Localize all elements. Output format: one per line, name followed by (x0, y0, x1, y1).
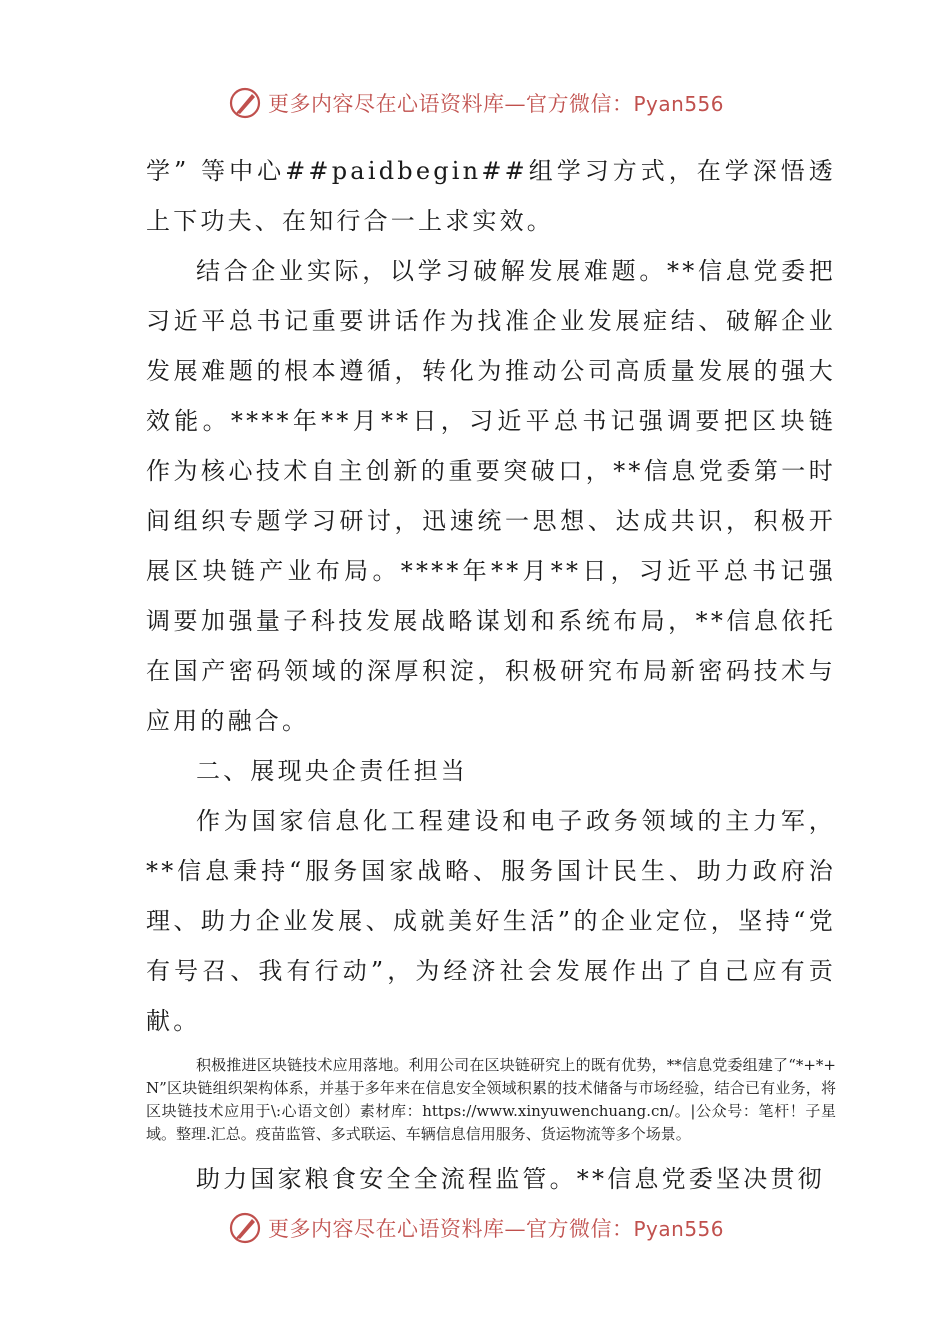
banner-text (268, 1213, 724, 1243)
paragraph-3: 作为国家信息化工程建设和电子政务领域的主力军，**信息秉持“服务国家战略、服务国计民生、助力政府治理、助力企业发展、成就美好生活”的企业定位，坚持“党有号召、我有行动”，为经济社会发展作出了自己应有贡献。 (146, 807, 836, 1035)
inserted-note: 积极推进区块链技术应用落地。利用公司在区块链研究上的既有优势，**信息党委组建了“*+*+N”区块链组织架构体系，并基于多年来在信息安全领域积累的技术储备与市场经验，结合已有业务，将区块链技术应用于\:心语文创）素材库：https://www.xinyuwenchuang.cn/。|公众号：笔杆！子星域。整理.汇总。疫苗监管、多式联运、车辆信息信用服务、货运物流等多个场景。 (146, 1056, 836, 1143)
header-banner (228, 83, 748, 123)
banner-label: 更多内容尽在心语资料库—官方微信： (268, 1217, 634, 1241)
footer-banner (228, 1208, 748, 1248)
document-body (146, 146, 836, 1204)
paragraph-1: 学” 等中心##paidbegin##组学习方式，在学深悟透上下功夫、在知行合一上求实效。 (146, 157, 836, 235)
banner-label: 更多内容尽在心语资料库—官方微信： (268, 92, 634, 116)
quill-pen-logo-icon (228, 1211, 262, 1245)
banner-text (268, 88, 724, 118)
paragraph-4: 助力国家粮食安全全流程监管。**信息党委坚决贯彻 (196, 1165, 825, 1193)
quill-pen-logo-icon (228, 86, 262, 120)
banner-wechat-id: Pyan556 (633, 1217, 725, 1241)
section-heading-2: 二、展现央企责任担当 (196, 757, 468, 785)
paragraph-2: 结合企业实际，以学习破解发展难题。**信息党委把习近平总书记重要讲话作为找准企业发展症结、破解企业发展难题的根本遵循，转化为推动公司高质量发展的强大效能。****年**月**日，习近平总书记强调要把区块链作为核心技术自主创新的重要突破口，**信息党委第一时间组织专题学习研讨，迅速统一思想、达成共识，积极开展区块链产业布局。****年**月**日，习近平总书记强调要加强量子科技发展战略谋划和系统布局，**信息依托在国产密码领域的深厚积淀，积极研究布局新密码技术与应用的融合。 (146, 257, 836, 735)
banner-wechat-id: Pyan556 (633, 92, 725, 116)
